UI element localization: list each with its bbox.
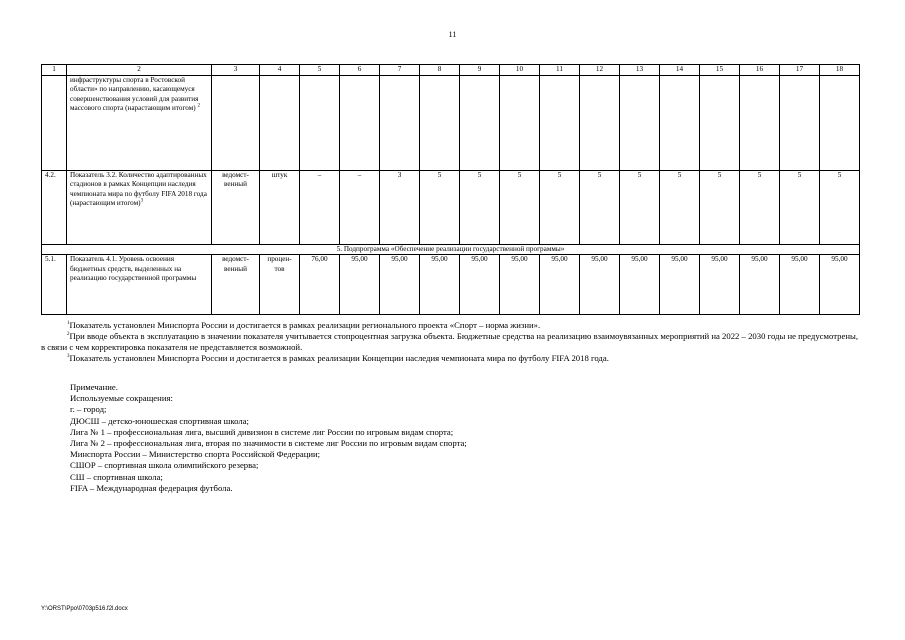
value-cell: 5 — [820, 170, 860, 244]
source-cell: ведомст- венный — [212, 255, 260, 315]
footnotes — [41, 320, 861, 364]
header-cell: 8 — [420, 65, 460, 76]
abbreviation-item: Лига № 2 – профессиональная лига, вторая по значимости в системе лиг России по игровым видам спорта; — [70, 438, 467, 449]
value-cell: 95,00 — [780, 255, 820, 315]
indicator-name: инфраструктуры спорта в Ростовской области» по направлению, касающемуся совершенствования условий для развития массового спорта (нарастающим итогом) — [70, 75, 199, 113]
abbreviation-item: СШОР – спортивная школа олимпийского резерва; — [70, 460, 259, 471]
value-cell: 95,00 — [740, 255, 780, 315]
value-cell: 95,00 — [820, 255, 860, 315]
footnote-mark: 3 — [67, 354, 70, 360]
unit-cell: процен- тов — [260, 255, 300, 315]
value-cell: 95,00 — [380, 255, 420, 315]
header-cell: 17 — [780, 65, 820, 76]
header-cell: 4 — [260, 65, 300, 76]
footnote-3 — [41, 353, 861, 364]
value-cell: 5 — [420, 170, 460, 244]
footnote-ref: 3 — [140, 198, 144, 204]
footnote-text: При вводе объекта в эксплуатацию в значении показателя учитывается стопроцентная загрузка объекта. Бюджетные средства на реализацию взаимоувязанных мероприятий на 2022 – 2030 годы не предусмотрены, в связи с чем корректировка показателя не представляется возможной. — [41, 331, 859, 352]
header-cell: 7 — [380, 65, 420, 76]
subprogram-row — [42, 244, 860, 255]
value-cell: 3 — [380, 170, 420, 244]
value-cell: 5 — [620, 170, 660, 244]
footnote-text: Показатель установлен Минспорта России и достигается в рамках реализации Концепции наследия чемпионата мира по футболу FIFA 2018 года. — [69, 353, 609, 363]
value-cell: 95,00 — [580, 255, 620, 315]
value-cell: 5 — [740, 170, 780, 244]
value-cell: 95,00 — [460, 255, 500, 315]
abbreviations-note — [70, 382, 467, 494]
value-cell: 5 — [700, 170, 740, 244]
value-cell: 95,00 — [420, 255, 460, 315]
value-cell: 5 — [780, 170, 820, 244]
subprogram-title: 5. Подпрограмма «Обеспечение реализации государственной программы» — [42, 244, 860, 255]
row-number — [42, 75, 67, 170]
abbreviation-item: г. – город; — [70, 404, 107, 415]
value-cell: 5 — [500, 170, 540, 244]
abbreviation-item: FIFA – Международная федерация футбола. — [70, 482, 233, 493]
indicator-name: Показатель 4.1. Уровень освоения бюджетных средств, выделенных на реализацию государственной программы — [67, 255, 212, 315]
header-cell: 6 — [340, 65, 380, 76]
note-title: Примечание. — [70, 382, 118, 392]
value-cell: 76,00 — [300, 255, 340, 315]
table-row — [42, 75, 860, 170]
header-cell: 11 — [540, 65, 580, 76]
row-number: 4.2. — [42, 170, 67, 244]
abbreviation-item: ДЮСШ – детско-юношеская спортивная школа; — [70, 415, 249, 426]
value-cell: 95,00 — [540, 255, 580, 315]
indicator-name-cell — [67, 75, 212, 170]
abbreviation-item: СШ – спортивная школа; — [70, 471, 163, 482]
table-header-row — [42, 65, 860, 76]
value-cell: 95,00 — [620, 255, 660, 315]
footnote-text: Показатель установлен Минспорта России и достигается в рамках реализации регионального проекта «Спорт – норма жизни». — [69, 320, 541, 330]
value-cell: – — [300, 170, 340, 244]
indicators-table — [41, 64, 860, 315]
value-cell: 5 — [540, 170, 580, 244]
header-cell: 2 — [67, 65, 212, 76]
table-row — [42, 255, 860, 315]
value-cell: 95,00 — [340, 255, 380, 315]
value-cell: 95,00 — [700, 255, 740, 315]
table-row — [42, 170, 860, 244]
footnote-mark: 2 — [67, 332, 70, 338]
indicator-name-cell — [67, 170, 212, 244]
source-cell: ведомст- венный — [212, 170, 260, 244]
value-cell: 5 — [460, 170, 500, 244]
footnote-2 — [41, 331, 861, 353]
header-cell: 13 — [620, 65, 660, 76]
abbreviation-item: Лига № 1 – профессиональная лига, высший дивизион в системе лиг России по игровым видам спорта; — [70, 426, 454, 437]
header-cell: 10 — [500, 65, 540, 76]
footnote-1 — [41, 320, 861, 331]
unit-cell: штук — [260, 170, 300, 244]
header-cell: 3 — [212, 65, 260, 76]
header-cell: 18 — [820, 65, 860, 76]
header-cell: 9 — [460, 65, 500, 76]
abbreviations-title: Используемые сокращения: — [70, 393, 173, 404]
footnote-mark: 1 — [67, 321, 70, 327]
abbreviation-item: Минспорта России – Министерство спорта Российской Федерации; — [70, 449, 321, 460]
header-cell: 12 — [580, 65, 620, 76]
header-cell: 16 — [740, 65, 780, 76]
value-cell: 95,00 — [500, 255, 540, 315]
document-file-path: Y:\ORST\Ppo\0703p516.f2l.docx — [41, 606, 128, 612]
header-cell: 14 — [660, 65, 700, 76]
value-cell: 5 — [660, 170, 700, 244]
value-cell: – — [340, 170, 380, 244]
footnote-ref: 2 — [197, 103, 200, 109]
page-number: 11 — [448, 30, 457, 39]
value-cell: 95,00 — [660, 255, 700, 315]
header-cell: 15 — [700, 65, 740, 76]
header-cell: 5 — [300, 65, 340, 76]
header-cell: 1 — [42, 65, 67, 76]
value-cell: 5 — [580, 170, 620, 244]
indicator-name: Показатель 3.2. Количество адаптированных стадионов в рамках Концепции наследия чемпионата мира по футболу FIFA 2018 года (нарастающим итогом) — [70, 170, 207, 208]
row-number: 5.1. — [42, 255, 67, 315]
